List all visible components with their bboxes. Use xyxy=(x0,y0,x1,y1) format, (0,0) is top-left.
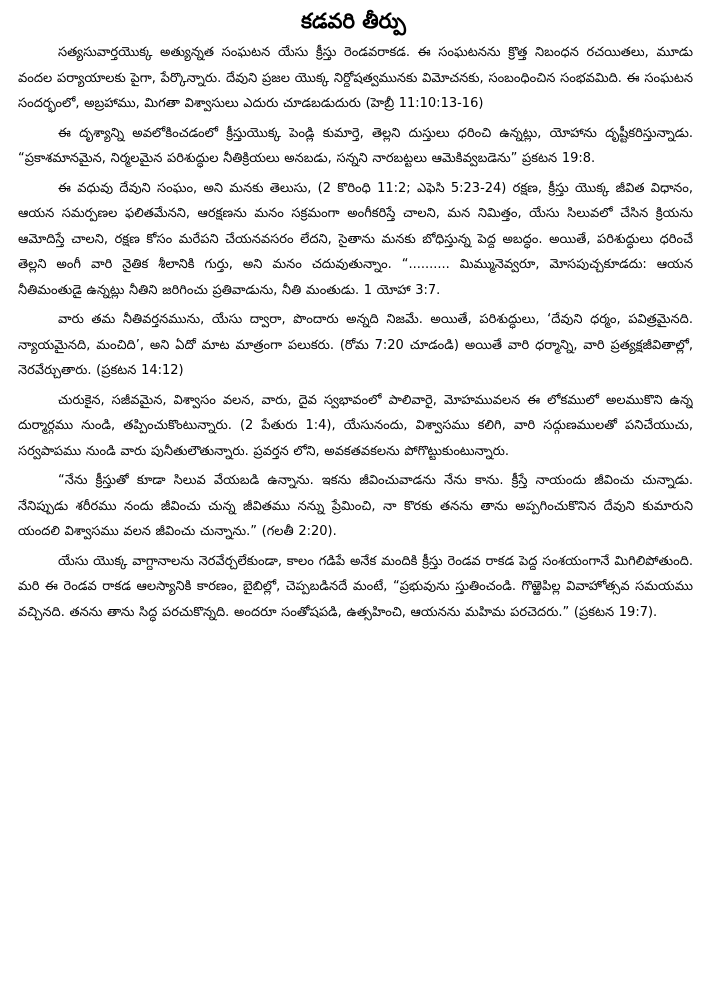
paragraph: వారు తమ నీతివర్తనమును, యేసు ద్వారా, పొందారు అన్నది నిజమే. అయితే, పరిశుద్ధులు, ‘దేవుని ధర్మం, పవిత్రమైనది. న్యాయమైనది, మంచిది’, అని ఏదో మాట మాత్రంగా పలుకరు. (రోమ 7:20 చూడండి) అయితే వారి ధర్మాన్ని, వారి ప్రత్యక్షజీవితాల్లో, నెరవేర్చుతారు. (ప్రకటన 14:12) xyxy=(18,312,693,378)
paragraph: ఈ వధువు దేవుని సంఘం, అని మనకు తెలుసు, (2 కొరింధి 11:2; ఎఫెసి 5:23-24) రక్షణ, క్రీస్తు యొక్క జీవిత విధానం, ఆయన సమర్పణల ఫలితమేనని, ఆరక్షణను మనం సక్రమంగా అంగీకరిస్తే చాలని, మన నిమిత్తం, యేసు సిలువలో చేసిన క్రియను ఆమోదిస్తే చాలని, రక్షణ కోసం మరేపని చేయనవసరం లేదని, సైతాను మనకు బోధిస్తున్న పెద్ద అబద్ధం. అయితే, పరిశుద్ధులు ధరించే తెల్లని అంగీ వారి నైతిక శీలానికి గుర్తు, అని మనం చదువుతున్నాం. “.......... మిమ్మునెవ్వరూ, మోసపుచ్చకూడదు: ఆయన నీతిమంతుడై ఉన్నట్లు నీతిని జరిగించు ప్రతివాడును, నీతి మంతుడు. 1 యోహా 3:7. xyxy=(18,180,693,298)
paragraph: యేసు యొక్క వాగ్దానాలను నెరవేర్చలేకుండా, కాలం గడిపే అనేక మందికి క్రీస్తు రెండవ రాకడ పెద్ద సంశయంగానే మిగిలిపోతుంది. మరి ఈ రెండవ రాకడ ఆలస్యానికి కారణం, బైబిల్లో, చెప్పబడినదే మంటే, “ప్రభువును స్తుతించండి. గొఱ్ఱెపిల్ల వివాహోత్సవ సమయము వచ్చినది. తనను తాను సిద్ధ పరచుకొన్నది. అందరూ సంతోషపడి, ఉత్సహించి, ఆయనను మహిమ పరచెదరు.” (ప్రకటన 19:7). xyxy=(18,553,693,620)
paragraph: చురుకైన, సజీవమైన, విశ్వాసం వలన, వారు, దైవ స్వభావంలో పాలివారై, మోహమువలన ఈ లోకములో అలముకొని ఉన్న దుర్మార్గము నుండి, తప్పించుకొంటున్నారు. (2 పేతురు 1:4), యేసునందు, విశ్వాసము కలిగి, వారి సద్గుణములతో పనిచేయుచు, సర్వపాపము నుండి వారు పునీతులౌతున్నారు. ప్రవర్తన లోని, అవకతవకలను పోగొట్టుకుంటున్నారు. xyxy=(18,392,693,459)
paragraph: సత్యసువార్తయొక్క అత్యున్నత సంఘటన యేసు క్రీస్తు రెండవరాకడ. ఈ సంఘటనను క్రొత్త నిబంధన రచయితలు, మూడు వందల పర్యాయాలకు పైగా, పేర్కొన్నారు. దేవుని ప్రజల యొక్క నిర్దోషత్వమునకు విమోచనకు, సంబంధించిన సంభవమిది. ఈ సంఘటన సందర్భంలో, అబ్రహాము, మిగతా విశ్వాసులు ఎదురు చూడబడుదురు (హెబ్రీ 11:10:13-16) xyxy=(18,45,693,111)
document-body xyxy=(18,40,693,995)
document-title: కడవరి తీర్పు xyxy=(301,9,406,33)
paragraph: ఈ దృశ్యాన్ని అవలోకించడంలో క్రీస్తుయొక్క పెండ్లి కుమార్తె, తెల్లని దుస్తులు ధరించి ఉన్నట్లు, యోహాను దృష్టీకరిస్తున్నాడు. “ప్రకాశమానమైన, నిర్మలమైన పరిశుద్ధుల నీతిక్రియలు అనబడు, సన్నని నారబట్టలు ఆమెకివ్వబడెను” ప్రకటన 19:8. xyxy=(18,125,693,166)
paragraph: “నేను క్రీస్తుతో కూడా సిలువ వేయబడి ఉన్నాను. ఇకను జీవించువాడను నేను కాను. క్రీస్తే నాయందు జీవించు చున్నాడు. నేనిప్పుడు శరీరము నందు జీవించు చున్న జీవితము నన్ను ప్రేమించి, నా కొరకు తనను తాను అప్పగించుకొనిన దేవుని కుమారుని యందలి విశ్వాసము వలన జీవించు చున్నాను.” (గలతీ 2:20). xyxy=(18,473,693,539)
